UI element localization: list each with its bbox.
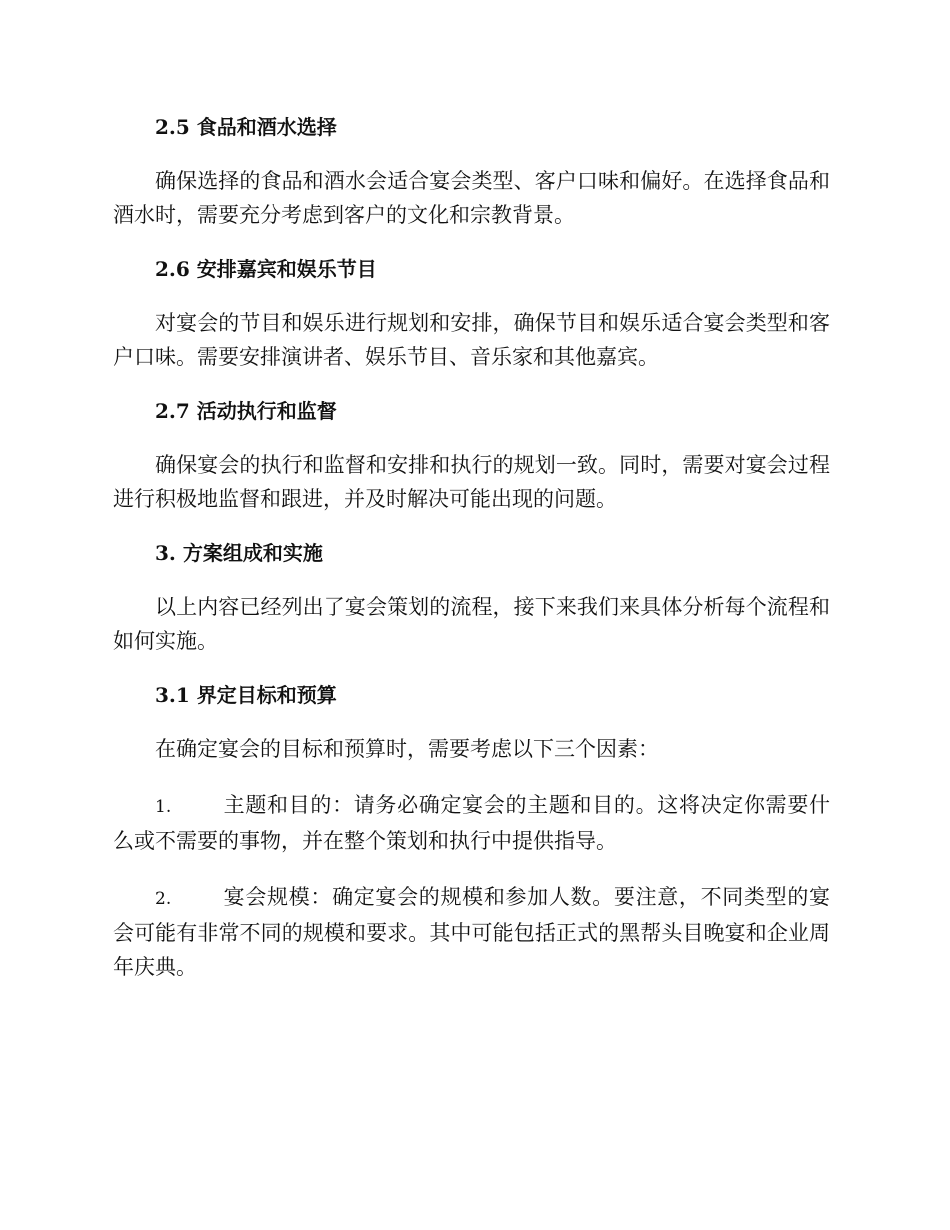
- list-item-text: 宴会规模：确定宴会的规模和参加人数。要注意，不同类型的宴会可能有非常不同的规模和要求。其中可能包括正式的黑帮头目晚宴和企业周年庆典。: [113, 885, 830, 979]
- section-body-2-7: 确保宴会的执行和监督和安排和执行的规划一致。同时，需要对宴会过程进行积极地监督和跟进，并及时解决可能出现的问题。: [113, 453, 830, 511]
- list-item-number: 1.: [155, 797, 172, 817]
- section-body-2-6: 对宴会的节目和娱乐进行规划和安排，确保节目和娱乐适合宴会类型和客户口味。需要安排演讲者、娱乐节目、音乐家和其他嘉宾。: [113, 311, 830, 369]
- section-body-2-5: 确保选择的食品和酒水会适合宴会类型、客户口味和偏好。在选择食品和酒水时，需要充分考虑到客户的文化和宗教背景。: [113, 169, 830, 227]
- list-item: [113, 788, 830, 858]
- list-item-number: 2.: [155, 889, 172, 909]
- section-heading-3: 3. 方案组成和实施: [155, 541, 323, 565]
- list-item: [113, 880, 830, 984]
- section-heading-3-1: 3.1 界定目标和预算: [155, 683, 337, 707]
- section-body-3-1: 在确定宴会的目标和预算时，需要考虑以下三个因素：: [155, 737, 659, 761]
- section-body-3: 以上内容已经列出了宴会策划的流程，接下来我们来具体分析每个流程和如何实施。: [113, 595, 830, 653]
- section-heading-2-6: 2.6 安排嘉宾和娱乐节目: [155, 257, 377, 281]
- section-heading-2-5: 2.5 食品和酒水选择: [155, 115, 337, 139]
- list-item-text: 主题和目的：请务必确定宴会的主题和目的。这将决定你需要什么或不需要的事物，并在整个策划和执行中提供指导。: [113, 793, 830, 853]
- section-heading-2-7: 2.7 活动执行和监督: [155, 399, 337, 423]
